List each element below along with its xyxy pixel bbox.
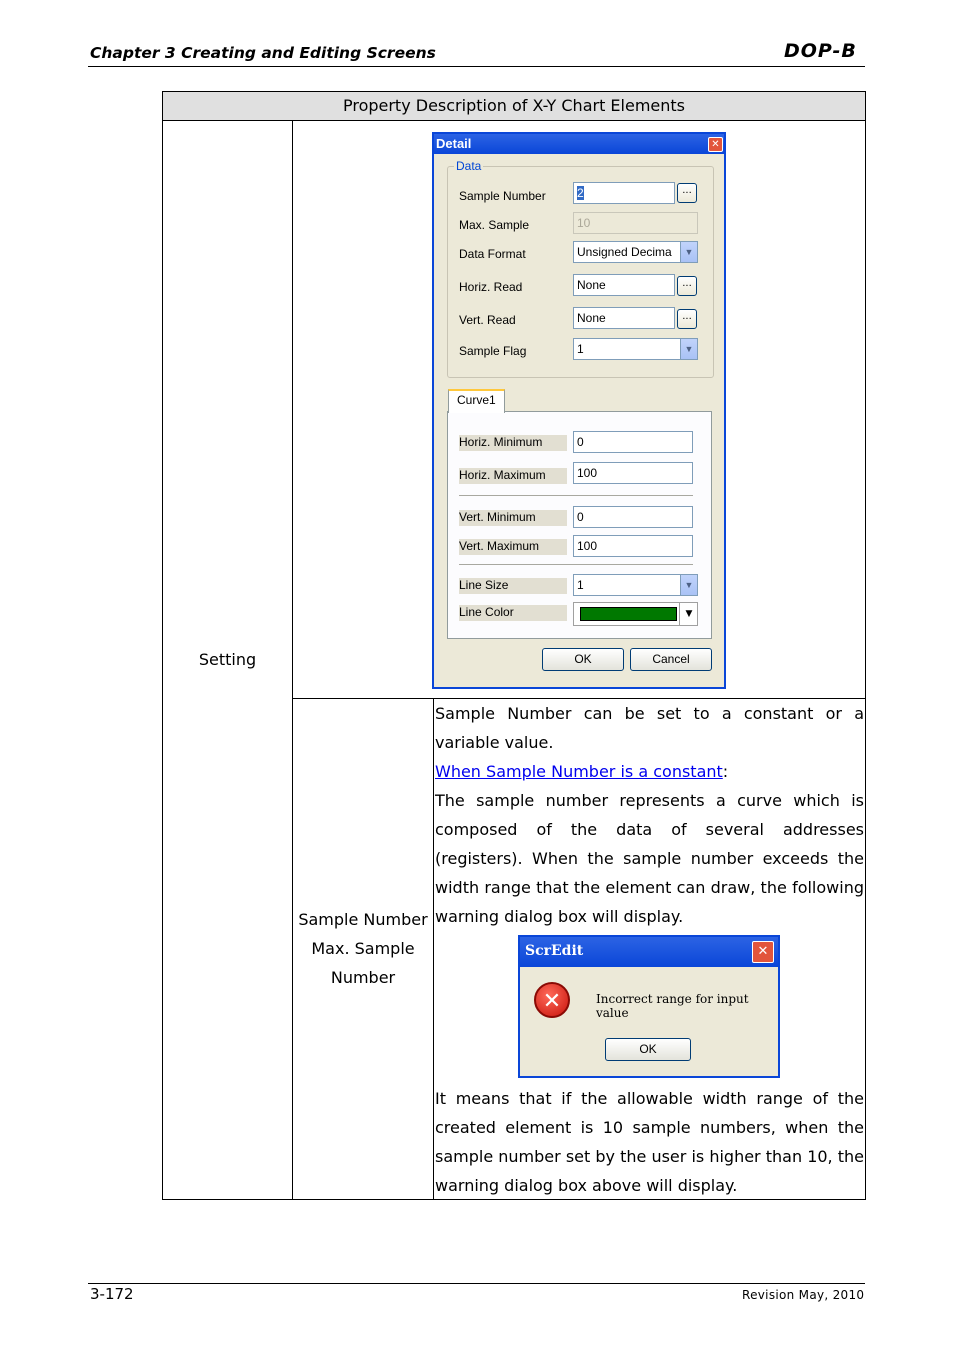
- horiz-minimum-input[interactable]: 0: [573, 431, 693, 453]
- footer-rule: [88, 1283, 865, 1284]
- sample-number-browse-button[interactable]: ...: [677, 183, 697, 203]
- revision-date: Revision May, 2010: [742, 1288, 865, 1302]
- table-border: [865, 91, 866, 1200]
- chevron-down-icon[interactable]: ▼: [680, 575, 697, 595]
- sample-number-input[interactable]: 2: [573, 182, 675, 204]
- vert-read-browse-button[interactable]: ...: [677, 309, 697, 329]
- chapter-title: Chapter 3 Creating and Editing Screens: [90, 44, 436, 62]
- horiz-maximum-input[interactable]: 100: [573, 462, 693, 484]
- horiz-read-browse-button[interactable]: ...: [677, 276, 697, 296]
- description-para-3: It means that if the allowable width range of the created element is 10 sample numbers, when the sample number set by the user is higher than 10, the warning dialog box above will display.: [435, 1089, 864, 1195]
- data-group-legend: Data: [456, 159, 482, 173]
- table-header: Property Description of X-Y Chart Elements: [342, 96, 686, 115]
- warning-message: Incorrect range for input value: [596, 992, 749, 1020]
- sample-number-label: Sample Number: [459, 189, 546, 203]
- line-color-label: Line Color: [459, 605, 567, 621]
- max-sample-input: 10: [573, 212, 698, 234]
- header-rule: [88, 66, 865, 67]
- line-color-picker[interactable]: [573, 602, 698, 626]
- dop-b-logo: DOP-B: [784, 40, 857, 62]
- data-format-select[interactable]: Unsigned Decima ▼: [573, 241, 698, 263]
- warning-dialog: [518, 935, 780, 1078]
- line-size-label: Line Size: [459, 578, 567, 594]
- vert-maximum-input[interactable]: 100: [573, 535, 693, 557]
- sample-flag-label: Sample Flag: [459, 344, 527, 358]
- vert-minimum-label: Vert. Minimum: [459, 510, 567, 526]
- warning-ok-button[interactable]: OK: [605, 1038, 691, 1061]
- chevron-down-icon[interactable]: ▼: [679, 603, 698, 625]
- row-label-setting: Setting: [198, 650, 257, 669]
- horiz-read-input[interactable]: None: [573, 274, 675, 296]
- warning-title: ScrEdit: [525, 943, 584, 959]
- table-border: [162, 91, 866, 92]
- horiz-minimum-label: Horiz. Minimum: [459, 435, 567, 451]
- dialog-title: Detail: [436, 136, 472, 151]
- close-icon[interactable]: ✕: [752, 941, 774, 963]
- error-icon: ✕: [534, 982, 570, 1018]
- description-link-line: When Sample Number is a constant:: [435, 762, 729, 781]
- vert-read-input[interactable]: None: [573, 307, 675, 329]
- max-sample-label: Max. Sample: [459, 218, 530, 232]
- description-cell: [435, 699, 864, 931]
- chevron-down-icon[interactable]: ▼: [680, 339, 697, 359]
- dialog-title-bar: [434, 134, 724, 154]
- row-label-sample-number: Sample Number Max. Sample Number: [298, 910, 428, 987]
- ok-button[interactable]: OK: [542, 648, 624, 671]
- cancel-button[interactable]: Cancel: [630, 648, 712, 671]
- table-border: [162, 120, 866, 121]
- vert-read-label: Vert. Read: [459, 313, 516, 327]
- page-number: 3-172: [90, 1285, 134, 1303]
- table-border: [433, 698, 434, 1200]
- line-size-select[interactable]: 1 ▼: [573, 574, 698, 596]
- data-format-label: Data Format: [459, 247, 526, 261]
- vert-maximum-label: Vert. Maximum: [459, 539, 567, 555]
- description-para-2: The sample number represents a curve which is composed of the data of several addresses (registers). When the sample number exceeds the width range that the element can draw, the following warning dialog box will display.: [435, 791, 864, 926]
- chevron-down-icon[interactable]: ▼: [680, 242, 697, 262]
- description-para-1: Sample Number can be set to a constant or a variable value.: [435, 704, 864, 752]
- divider: [459, 495, 693, 496]
- constant-link[interactable]: When Sample Number is a constant: [435, 762, 723, 781]
- horiz-read-label: Horiz. Read: [459, 280, 523, 294]
- horiz-maximum-label: Horiz. Maximum: [459, 468, 567, 484]
- line-color-swatch: [580, 607, 677, 621]
- vert-minimum-input[interactable]: 0: [573, 506, 693, 528]
- tab-curve1[interactable]: Curve1: [448, 389, 505, 413]
- sample-flag-select[interactable]: 1 ▼: [573, 338, 698, 360]
- divider: [459, 564, 693, 565]
- close-icon[interactable]: ✕: [708, 137, 723, 152]
- table-border: [292, 120, 293, 1200]
- detail-dialog: [432, 132, 726, 689]
